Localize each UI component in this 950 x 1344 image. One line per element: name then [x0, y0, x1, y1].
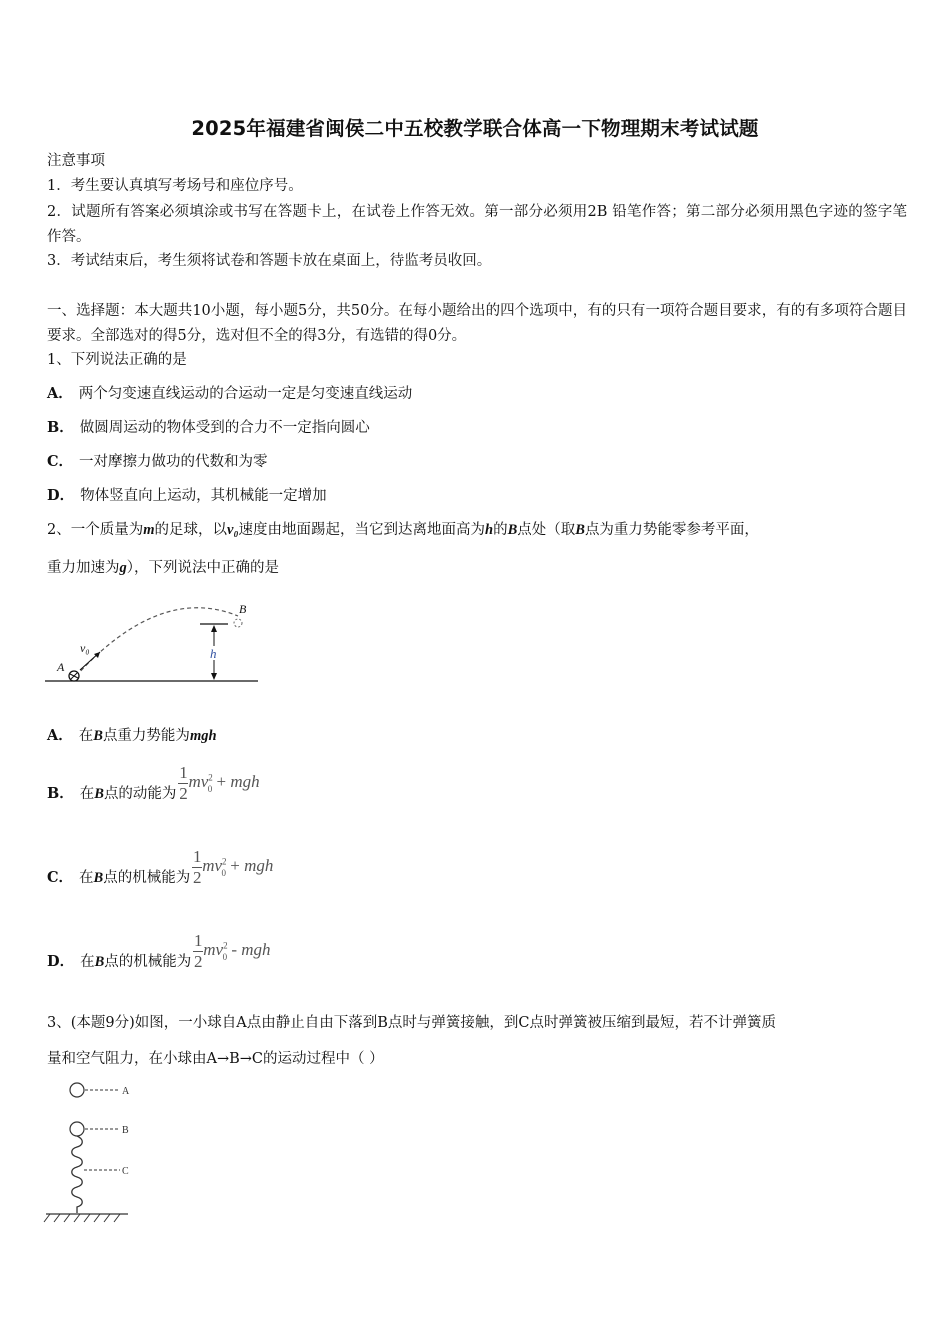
var-b: B: [507, 522, 518, 538]
ball-at-a-icon: [70, 1083, 84, 1097]
option-letter: D．: [47, 953, 75, 970]
formula-expr: [202, 856, 274, 878]
subscript: 0: [222, 951, 228, 962]
spring-diagram: [40, 1078, 140, 1224]
notice-item: 3．考试结束后，考生须将试卷和答题卡放在桌面上，待监考员收回。: [47, 253, 492, 269]
q1-option-d: [47, 485, 327, 507]
var-m: m: [143, 522, 155, 538]
question-2-stem-line2: [47, 557, 279, 579]
numerator: 1: [192, 846, 202, 866]
point-a-label: A: [57, 660, 65, 674]
notice-heading: 注意事项: [47, 153, 105, 169]
option-letter: A．: [47, 727, 73, 744]
expr-mv: mv: [188, 772, 209, 792]
var-b: B: [94, 954, 105, 970]
exponent: 2: [208, 772, 213, 783]
stem-text: ），下列说法中正确的是: [126, 560, 279, 576]
q2-option-d: [47, 929, 271, 973]
subscript: 0: [221, 867, 227, 878]
expr-mgh: mgh: [244, 856, 274, 876]
option-text: 点重力势能为: [102, 728, 190, 744]
expr-mgh: mgh: [230, 772, 260, 792]
height-arrowhead-down: [211, 673, 217, 680]
projectile-diagram: [40, 596, 265, 691]
formula-expr: [188, 772, 260, 794]
ball-at-b-icon: [234, 619, 242, 627]
q1-option-c: [47, 451, 268, 473]
var-h: h: [485, 522, 494, 538]
page-title: 2025年福建省闽侯二中五校教学联合体高一下物理期末考试试题: [191, 117, 759, 140]
var-v0: v₀: [227, 522, 239, 538]
subscript: 0: [207, 783, 213, 794]
var-b: B: [575, 522, 585, 538]
ground-hatch: [44, 1214, 120, 1222]
v0-label: v₀: [80, 641, 90, 655]
notice-item: 1．考生要认真填写考场号和座位序号。: [47, 178, 303, 194]
height-label: h: [210, 646, 217, 661]
fraction-half: [178, 763, 188, 804]
height-arrowhead-up: [211, 625, 217, 632]
q2-option-a: [47, 725, 217, 747]
denominator: 2: [179, 783, 188, 803]
option-letter: B．: [47, 785, 74, 802]
formula-mgh: mgh: [189, 728, 217, 744]
stem-text: 2、一个质量为: [47, 522, 144, 538]
expr-mgh: mgh: [241, 940, 271, 960]
option-text: 在: [80, 954, 95, 970]
option-text: 在: [78, 728, 94, 744]
operator: +: [230, 856, 240, 876]
expr-mv: mv: [203, 940, 224, 960]
option-text: 两个匀变速直线运动的合运动一定是匀变速直线运动: [78, 386, 413, 402]
option-letter: C．: [47, 869, 74, 886]
question-2-stem: [47, 519, 759, 541]
exponent: 2: [222, 856, 227, 867]
stem-text: 点为重力势能零参考平面，: [584, 522, 759, 538]
denominator: 2: [194, 951, 203, 971]
ball-at-b-icon: [70, 1122, 84, 1136]
option-text: 点的机械能为: [103, 870, 191, 886]
q1-option-b: [47, 417, 370, 439]
stem-text: 重力加速为: [47, 560, 120, 576]
operator: +: [216, 772, 227, 792]
stem-text: 的足球，以: [154, 522, 228, 538]
var-b: B: [93, 870, 104, 886]
formula-expr: [203, 940, 271, 962]
option-text: 在: [79, 786, 95, 802]
option-text: 一对摩擦力做功的代数和为零: [79, 454, 268, 470]
var-b: B: [93, 728, 103, 744]
numerator: 1: [179, 762, 188, 782]
spring-coil: [72, 1136, 83, 1213]
q2-option-b: [47, 761, 260, 805]
point-b-label: B: [239, 602, 247, 616]
option-letter: C．: [47, 453, 74, 470]
option-letter: B．: [47, 419, 74, 436]
expr-mv: mv: [202, 856, 223, 876]
stem-text: 速度由地面踢起，当它到达离地面高为: [238, 522, 486, 538]
stem-text: 点处（取: [517, 522, 576, 538]
var-b: B: [94, 786, 104, 802]
var-g: g: [119, 560, 127, 576]
q1-option-a: [47, 383, 412, 405]
option-text: 物体竖直向上运动，其机械能一定增加: [80, 488, 327, 504]
option-text: 点的动能为: [103, 786, 177, 802]
question-3-stem-line2: 量和空气阻力，在小球由A→B→C的运动过程中（ ）: [47, 1051, 384, 1067]
option-letter: D．: [47, 487, 75, 504]
option-text: 点的机械能为: [104, 954, 192, 970]
stem-text: 的: [493, 522, 508, 538]
denominator: 2: [192, 867, 202, 887]
label-a: A: [122, 1086, 130, 1097]
label-b: B: [122, 1125, 129, 1136]
option-letter: A．: [47, 385, 73, 402]
option-text: 在: [79, 870, 94, 886]
operator: -: [231, 940, 237, 960]
label-c: C: [122, 1166, 129, 1177]
fraction-half: [193, 931, 203, 972]
notice-item: 2．试题所有答案必须填涂或书写在答题卡上，在试卷上作答无效。第一部分必须用2B 铅笔作答；第二部分必须用黑色字迹的签字笔作答。: [47, 204, 907, 245]
option-text: 做圆周运动的物体受到的合力不一定指向圆心: [79, 420, 370, 436]
exponent: 2: [223, 940, 228, 951]
question-1-stem: 1、下列说法正确的是: [47, 352, 187, 368]
numerator: 1: [194, 930, 203, 950]
q2-option-c: [47, 845, 273, 889]
fraction-half: [192, 847, 202, 888]
section-intro: 一、选择题：本大题共10小题，每小题5分，共50分。在每小题给出的四个选项中，有的只有一项符合题目要求，有的有多项符合题目要求。全部选对的得5分，选对但不全的得3分，有选错的得0分。: [47, 303, 907, 344]
question-3-stem: 3、(本题9分)如图，一小球自A点由静止自由下落到B点时与弹簧接触，到C点时弹簧被压缩到最短，若不计弹簧质: [47, 1015, 776, 1031]
